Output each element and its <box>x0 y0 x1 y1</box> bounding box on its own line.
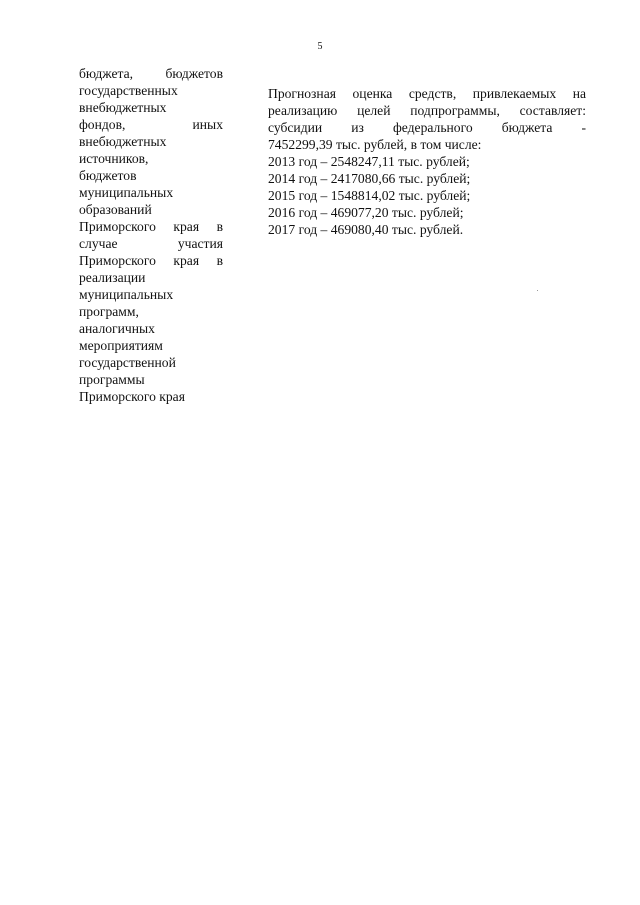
left-text-line: программы <box>79 372 145 387</box>
left-text-line: бюджета, бюджетов <box>79 66 223 81</box>
left-text-line: государственной <box>79 355 176 370</box>
funding-year-2013: 2013 год – 2548247,11 тыс. рублей; <box>268 154 470 169</box>
left-text-line: муниципальных <box>79 185 174 200</box>
right-text-line: реализацию целей подпрограммы, составляет: <box>268 103 586 118</box>
left-text-line: внебюджетных <box>79 134 167 149</box>
left-text-line: образований <box>79 202 152 217</box>
scan-speck <box>537 290 538 291</box>
right-text-line: Прогнозная оценка средств, привлекаемых на <box>268 86 586 101</box>
funding-year-2015: 2015 год – 1548814,02 тыс. рублей; <box>268 188 471 203</box>
funding-year-2016: 2016 год – 469077,20 тыс. рублей; <box>268 205 464 220</box>
left-text-line: государственных <box>79 83 178 98</box>
table-left-column-cell <box>79 65 223 405</box>
left-text-line: реализации <box>79 270 146 285</box>
page-number: 5 <box>317 41 323 52</box>
left-text-line: Приморского края в <box>79 253 223 268</box>
left-text-line: внебюджетных <box>79 100 167 115</box>
funding-year-2017: 2017 год – 469080,40 тыс. рублей. <box>268 222 464 237</box>
left-text-line: аналогичных <box>79 321 155 336</box>
left-text-line: программ, <box>79 304 139 319</box>
left-text-line: бюджетов <box>79 168 137 183</box>
left-text-line: фондов, иных <box>79 117 223 132</box>
left-text-line: муниципальных <box>79 287 174 302</box>
left-text-line: источников, <box>79 151 149 166</box>
funding-year-2014: 2014 год – 2417080,66 тыс. рублей; <box>268 171 471 186</box>
left-text-line: мероприятиям <box>79 338 163 353</box>
left-text-line: Приморского края в <box>79 219 223 234</box>
left-text-line: случае участия <box>79 236 223 251</box>
left-text-line: Приморского края <box>79 389 185 404</box>
right-text-line: 7452299,39 тыс. рублей, в том числе: <box>268 137 482 152</box>
right-text-line: субсидии из федерального бюджета - <box>268 120 586 135</box>
table-right-column-cell <box>268 85 586 238</box>
